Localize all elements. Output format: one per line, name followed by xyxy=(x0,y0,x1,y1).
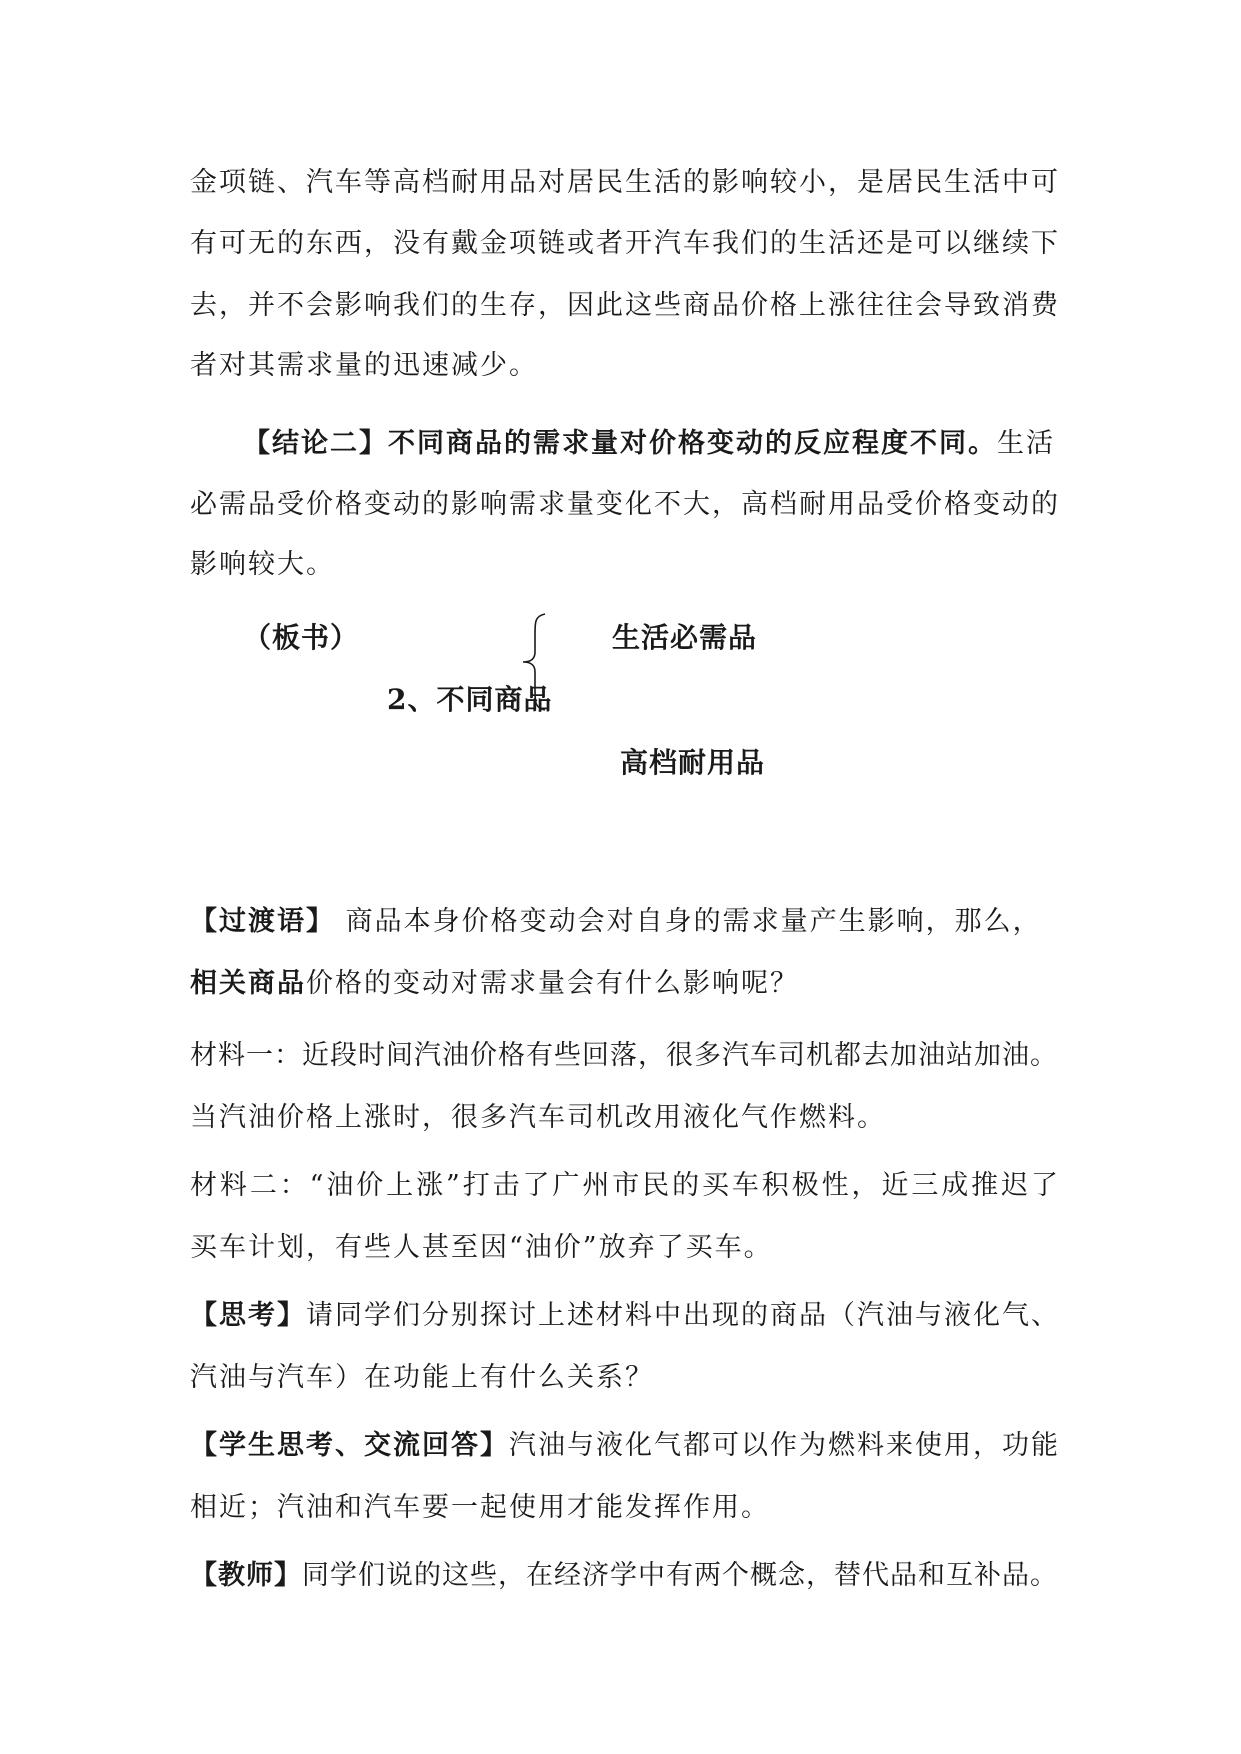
board-item-top: 生活必需品 xyxy=(612,621,758,654)
material2-line-1: 材料二：“油价上涨”打击了广州市民的买车积极性，近三成推迟了 xyxy=(190,1170,1060,1201)
material1-line-1: 材料一：近段时间汽油价格有些回落，很多汽车司机都去加油站加油。 xyxy=(190,1040,1058,1071)
conclusion2-line-2: 必需品受价格变动的影响需求量变化不大，高档耐用品受价格变动的 xyxy=(190,489,1060,520)
teacher-line-1 xyxy=(190,1556,1060,1596)
para1-line-3: 去，并不会影响我们的生存，因此这些商品价格上涨往往会导致消费 xyxy=(190,290,1060,321)
material2-line-2: 买车计划，有些人甚至因“油价”放弃了买车。 xyxy=(190,1232,773,1263)
para1-line-4: 者对其需求量的迅速减少。 xyxy=(190,350,538,381)
teacher-line1-text: 同学们说的这些，在经济学中有两个概念，替代品和互补品。 xyxy=(302,1560,1058,1591)
material1-line-2: 当汽油价格上涨时，很多汽车司机改用液化气作燃料。 xyxy=(190,1102,886,1133)
conclusion2-label: 【结论二】 xyxy=(243,428,388,459)
transition-line2-bold: 相关商品 xyxy=(190,968,306,999)
student-line-1 xyxy=(190,1426,1060,1466)
transition-label: 【过渡语】 xyxy=(190,906,335,937)
conclusion2-line-1 xyxy=(243,424,1060,464)
board-label: （板书） xyxy=(243,621,360,654)
conclusion2-line-3: 影响较大。 xyxy=(190,549,335,580)
transition-line2-text: 价格的变动对需求量会有什么影响呢？ xyxy=(306,968,799,999)
conclusion2-line1-rest: 生活 xyxy=(997,428,1055,459)
conclusion2-statement: 不同商品的需求量对价格变动的反应程度不同。 xyxy=(388,428,997,459)
board-item-bottom: 高档耐用品 xyxy=(620,746,766,779)
board-main: 2、不同商品 xyxy=(387,683,553,716)
think-line1-text: 请同学们分别探讨上述材料中出现的商品（汽油与液化气、 xyxy=(306,1300,1060,1331)
transition-line1-text: 商品本身价格变动会对自身的需求量产生影响，那么， xyxy=(335,906,1042,937)
student-label: 【学生思考、交流回答】 xyxy=(190,1430,509,1461)
teacher-label: 【教师】 xyxy=(190,1560,302,1591)
para1-line-2: 有可无的东西，没有戴金项链或者开汽车我们的生活还是可以继续下 xyxy=(190,228,1060,259)
think-line-1 xyxy=(190,1296,1060,1336)
student-line1-text: 汽油与液化气都可以作为燃料来使用，功能 xyxy=(509,1430,1060,1461)
transition-line-1 xyxy=(190,902,1060,942)
transition-line-2 xyxy=(190,964,1060,1004)
para1-line-1: 金项链、汽车等高档耐用品对居民生活的影响较小，是居民生活中可 xyxy=(190,167,1060,198)
think-label: 【思考】 xyxy=(190,1300,306,1331)
think-line-2: 汽油与汽车）在功能上有什么关系？ xyxy=(190,1362,654,1393)
student-line-2: 相近；汽油和汽车要一起使用才能发挥作用。 xyxy=(190,1492,770,1523)
